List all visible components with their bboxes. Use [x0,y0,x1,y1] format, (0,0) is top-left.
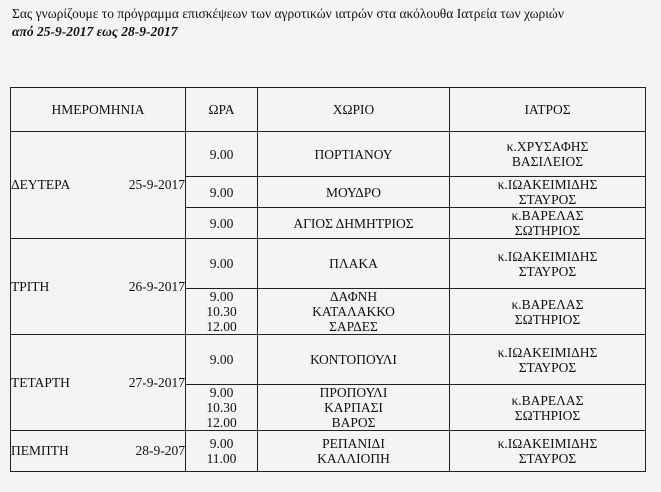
time-value: 9.00 [209,289,234,304]
village-cell [258,431,450,472]
village-cell [258,239,450,289]
header-doctor: ΙΑΤΡΟΣ [450,88,646,132]
time-cell [186,335,258,385]
doctor-surname: κ.ΙΩΑΚΕΙΜΙΔΗΣ [497,248,598,264]
time-value: 9.00 [209,184,234,200]
doctor-cell [450,431,646,472]
header-village: ΧΩΡΙΟ [258,88,450,132]
time-cell [186,208,258,239]
time-value: 9.00 [209,256,234,271]
doctor-firstname: ΣΤΑΥΡΟΣ [518,263,577,279]
village-name: ΚΑΛΛΙΟΠΗ [317,451,390,466]
time-value: 9.00 [209,146,234,162]
doctor-surname: κ.ΙΩΑΚΕΙΜΙΔΗΣ [497,436,598,451]
doctor-surname: κ.ΒΑΡΕΛΑΣ [511,208,584,223]
village-cell [258,132,450,177]
village-cell [258,177,450,208]
doctor-cell [450,385,646,431]
day-date: 26-9-2017 [128,278,185,294]
header-date: ΗΜΕΡΟΜΗΝΙΑ [11,88,186,132]
doctor-surname: κ.ΒΑΡΕΛΑΣ [511,392,584,408]
doctor-firstname: ΣΤΑΥΡΟΣ [518,359,577,375]
schedule-body [11,132,646,472]
time-value: 9.00 [209,436,234,451]
day-cell [11,335,186,431]
doctor-surname: κ.ΙΩΑΚΕΙΜΙΔΗΣ [497,344,598,360]
doctor-firstname: ΣΩΤΗΡΙΟΣ [514,407,581,423]
doctor-cell [450,289,646,335]
time-value: 10.30 [206,304,237,319]
day-name: ΠΕΜΠΤΗ [11,443,69,458]
day-cell [11,431,186,472]
doctor-cell [450,239,646,289]
schedule-table [10,87,646,472]
doctor-surname: κ.ΧΡΥΣΑΦΗΣ [506,139,589,154]
time-value: 9.00 [209,215,234,231]
doctor-firstname: ΣΤΑΥΡΟΣ [518,451,577,466]
village-name: ΠΡΟΠΟΥΛΙ [319,385,388,400]
day-name: ΤΕΤΑΡΤΗ [11,374,70,390]
intro-text: Σας γνωρίζουμε το πρόγραμμα επισκέψεων των αγροτικών ιατρών στα ακόλουθα Ιατρεία των χωριών [12,6,564,21]
time-cell [186,239,258,289]
time-value: 11.00 [206,451,237,466]
header-row [11,88,646,132]
village-name: ΚΑΤΑΛΑΚΚΟ [312,304,395,319]
time-value: 9.00 [209,352,234,367]
time-value: 12.00 [206,319,237,334]
village-name: ΚΑΡΠΑΣΙ [324,400,383,415]
doctor-surname: κ.ΙΩΑΚΕΙΜΙΔΗΣ [497,177,598,192]
day-cell [11,239,186,335]
header-time: ΩΡΑ [186,88,258,132]
doctor-firstname: ΣΩΤΗΡΙΟΣ [514,223,581,238]
day-date: 28-9-207 [135,443,185,458]
village-name: ΣΑΡΔΕΣ [329,319,378,334]
village-cell [258,335,450,385]
table-row [11,431,646,472]
village-name: ΒΑΡΟΣ [331,415,376,430]
time-cell [186,385,258,431]
village-name: ΠΟΡΤΙΑΝΟΥ [314,146,393,162]
doctor-cell [450,177,646,208]
village-name: ΑΓΙΟΣ ΔΗΜΗΤΡΙΟΣ [293,215,414,231]
doctor-surname: κ.ΒΑΡΕΛΑΣ [511,296,584,312]
village-cell [258,208,450,239]
time-cell [186,431,258,472]
village-name: ΡΕΠΑΝΙΔΙ [322,436,385,451]
doctor-firstname: ΒΑΣΙΛΕΙΟΣ [511,154,584,169]
doctor-cell [450,132,646,177]
time-cell [186,132,258,177]
doctor-firstname: ΣΤΑΥΡΟΣ [518,192,577,207]
village-name: ΔΑΦΝΗ [329,289,378,304]
date-range: από 25-9-2017 εως 28-9-2017 [12,24,178,39]
doctor-cell [450,208,646,239]
time-value: 10.30 [206,400,237,415]
time-cell [186,289,258,335]
village-cell [258,289,450,335]
day-name: ΤΡΙΤΗ [11,278,50,294]
day-date: 27-9-2017 [128,374,185,390]
table-row [11,335,646,385]
village-name: ΜΟΥΔΡΟ [325,184,382,200]
day-cell [11,132,186,239]
time-cell [186,177,258,208]
village-name: ΠΛΑΚΑ [329,256,378,271]
time-value: 9.00 [209,385,234,400]
time-value: 12.00 [206,415,237,430]
village-cell [258,385,450,431]
day-name: ΔΕΥΤΕΡΑ [11,177,71,192]
table-row [11,132,646,177]
doctor-cell [450,335,646,385]
day-date: 25-9-2017 [128,177,185,192]
doctor-firstname: ΣΩΤΗΡΙΟΣ [514,311,581,327]
table-row [11,239,646,289]
village-name: ΚΟΝΤΟΠΟΥΛΙ [310,352,397,367]
